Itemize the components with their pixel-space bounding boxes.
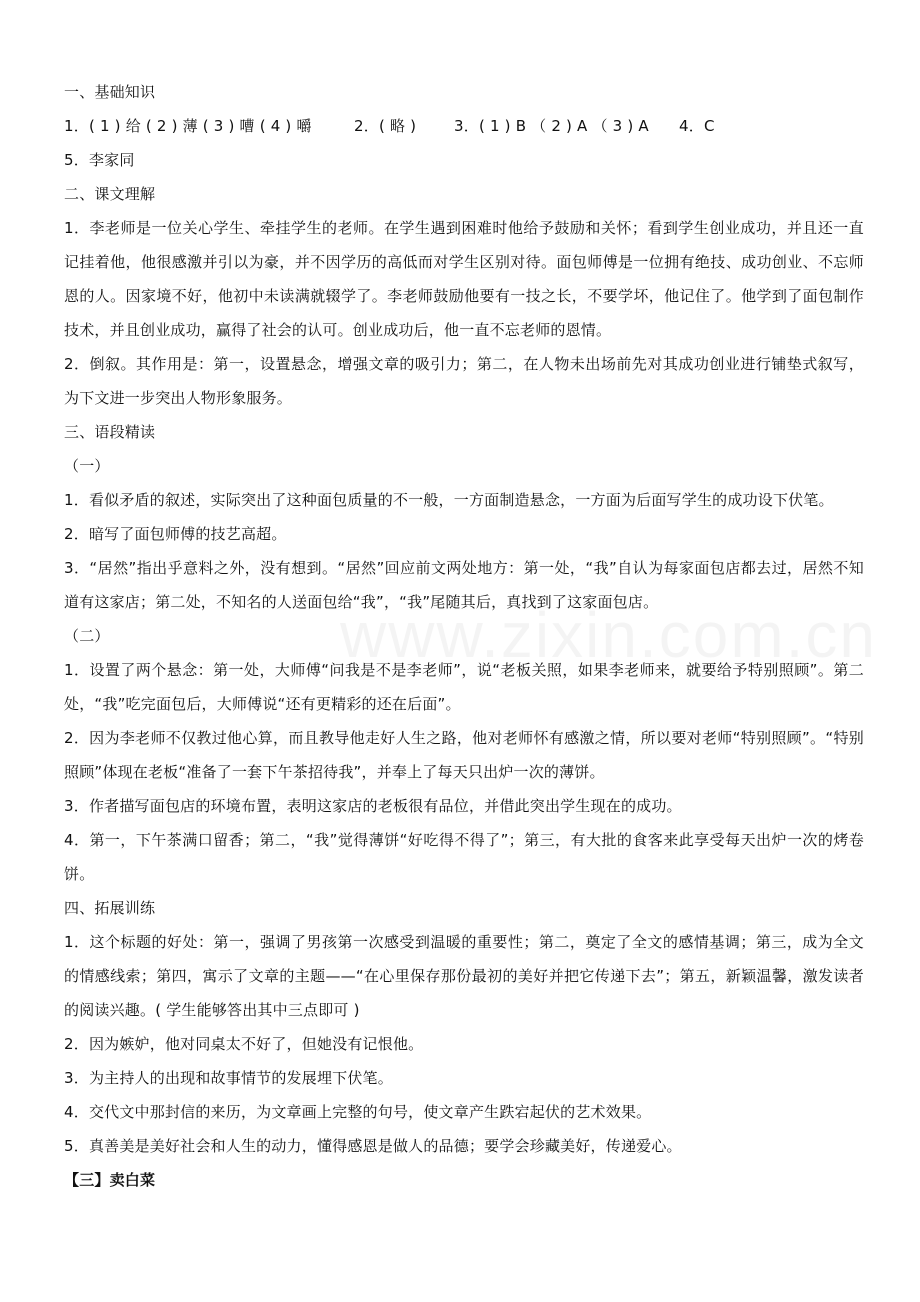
close-reading-part2-answer-3: 3．作者描写面包店的环境布置，表明这家店的老板很有品位，并借此突出学生现在的成功。 bbox=[64, 797, 682, 815]
close-reading-part2-answer-4: 4．第一，下午茶满口留香；第二，“我”觉得薄饼“好吃得不得了”；第三，有大批的食客来此享受每天出炉一次的烤卷饼。 bbox=[64, 831, 864, 883]
answer-q3: 3．( 1 ) B （ 2 ) A （ 3 ) A bbox=[454, 117, 649, 135]
basic-knowledge-answers-row bbox=[64, 109, 864, 143]
extension-answer-3: 3．为主持人的出现和故事情节的发展埋下伏笔。 bbox=[64, 1069, 393, 1087]
answer-q2: 2．( 略 ) bbox=[354, 117, 417, 135]
close-reading-part1-label: （一） bbox=[64, 457, 110, 475]
close-reading-part1-answer-1: 1．看似矛盾的叙述，实际突出了这种面包质量的不一般，一方面制造悬念，一方面为后面写学生的成功设下伏笔。 bbox=[64, 491, 834, 509]
extension-answer-1: 1．这个标题的好处：第一，强调了男孩第一次感受到温暖的重要性；第二，奠定了全文的感情基调；第三，成为全文的情感线索；第四，寓示了文章的主题——“在心里保存那份最初的美好并把它传递下去”；第五，新颖温馨，激发读者的阅读兴趣。( 学生能够答出其中三点即可 ) bbox=[64, 933, 864, 1019]
close-reading-part2-label: （二） bbox=[64, 627, 110, 645]
next-section-title: 【三】卖白菜 bbox=[64, 1171, 156, 1189]
close-reading-part2-answer-2: 2．因为李老师不仅教过他心算，而且教导他走好人生之路，他对老师怀有感激之情，所以要对老师“特别照顾”。“特别照顾”体现在老板“准备了一套下午茶招待我”，并奉上了每天只出炉一次的薄饼。 bbox=[64, 729, 864, 781]
section-heading-basic-knowledge: 一、基础知识 bbox=[64, 83, 156, 101]
extension-answer-5: 5．真善美是美好社会和人生的动力，懂得感恩是做人的品德；要学会珍藏美好，传递爱心。 bbox=[64, 1137, 682, 1155]
section-heading-extension: 四、拓展训练 bbox=[64, 899, 156, 917]
section-heading-close-reading: 三、语段精读 bbox=[64, 423, 156, 441]
close-reading-part1-answer-3: 3．“居然”指出乎意料之外，没有想到。“居然”回应前文两处地方：第一处，“我”自认为每家面包店都去过，居然不知道有这家店；第二处，不知名的人送面包给“我”，“我”尾随其后，真找到了这家面包店。 bbox=[64, 559, 864, 611]
close-reading-part2-answer-1: 1．设置了两个悬念：第一处，大师傅“问我是不是李老师”，说“老板关照，如果李老师来，就要给予特别照顾”。第二处，“我”吃完面包后，大师傅说“还有更精彩的还在后面”。 bbox=[64, 661, 864, 713]
answer-q5: 5．李家同 bbox=[64, 151, 135, 169]
close-reading-part1-answer-2: 2．暗写了面包师傅的技艺高超。 bbox=[64, 525, 287, 543]
text-understanding-answer-2: 2．倒叙。其作用是：第一，设置悬念，增强文章的吸引力；第二，在人物未出场前先对其成功创业进行铺垫式叙写，为下文进一步突出人物形象服务。 bbox=[64, 355, 864, 407]
answer-q1: 1．( 1 ) 给 ( 2 ) 薄 ( 3 ) 嘈 ( 4 ) 嚼 bbox=[64, 117, 312, 135]
answer-q4: 4．C bbox=[679, 117, 715, 135]
section-heading-text-understanding: 二、课文理解 bbox=[64, 185, 156, 203]
extension-answer-4: 4．交代文中那封信的来历，为文章画上完整的句号，使文章产生跌宕起伏的艺术效果。 bbox=[64, 1103, 652, 1121]
answer-content bbox=[64, 75, 864, 1197]
text-understanding-answer-1: 1．李老师是一位关心学生、牵挂学生的老师。在学生遇到困难时他给予鼓励和关怀；看到学生创业成功，并且还一直记挂着他，他很感激并引以为豪，并不因学历的高低而对学生区别对待。面包师傅是一位拥有绝技、成功创业、不忘师恩的人。因家境不好，他初中未读满就辍学了。李老师鼓励他要有一技之长，不要学坏，他记住了。他学到了面包制作技术，并且创业成功，赢得了社会的认可。创业成功后，他一直不忘老师的恩情。 bbox=[64, 219, 864, 339]
extension-answer-2: 2．因为嫉妒，他对同桌太不好了，但她没有记恨他。 bbox=[64, 1035, 424, 1053]
